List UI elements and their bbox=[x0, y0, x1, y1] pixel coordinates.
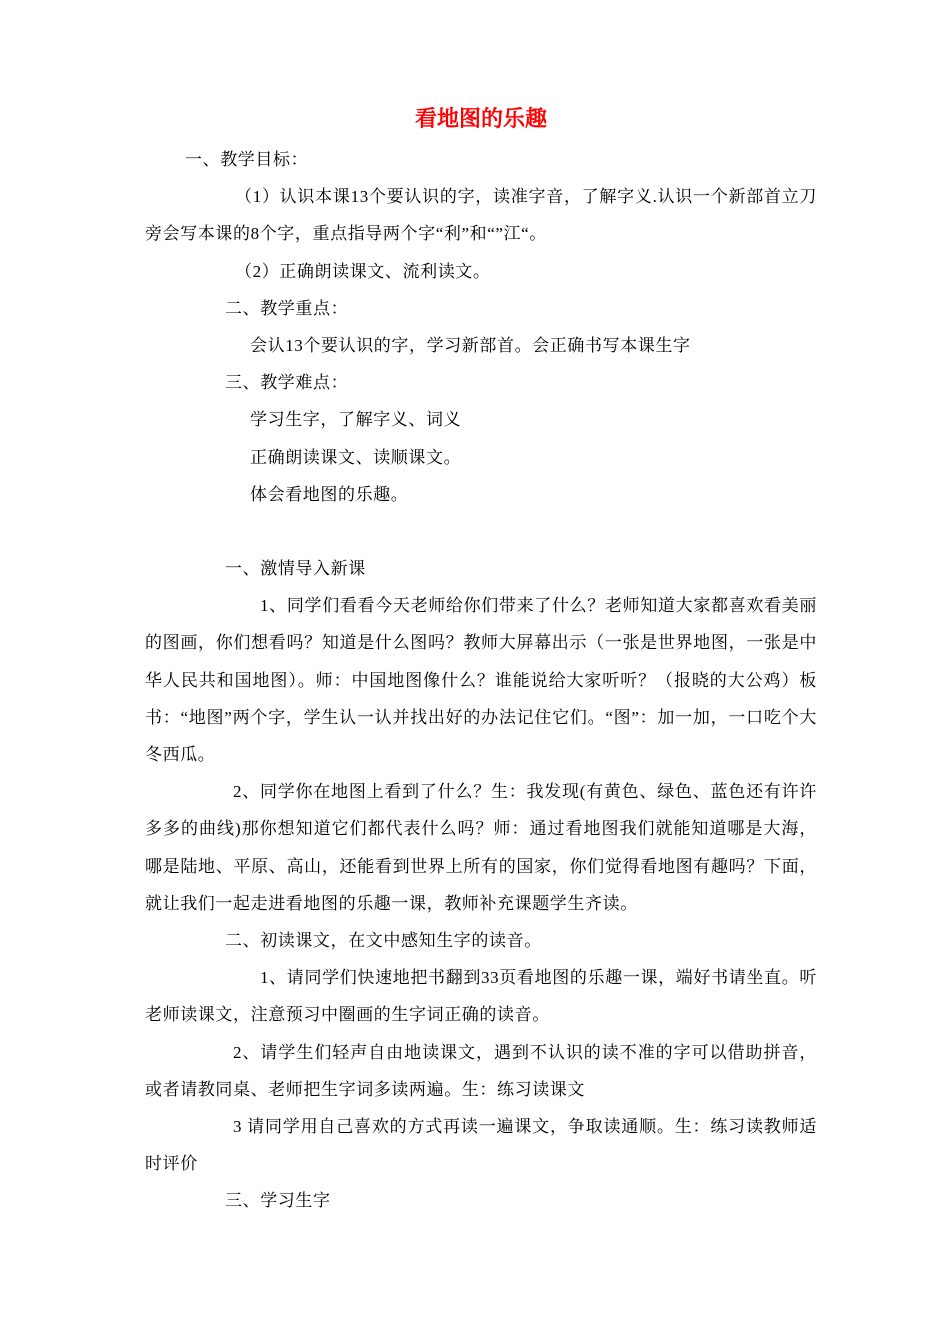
first-reading-heading: 二、初读课文，在文中感知生字的读音。 bbox=[225, 931, 542, 951]
objective-1: （1）认识本课13个要认识的字，读准字音，了解字义.认识一个新部首立刀旁会写本课的8个字，重点指导两个字“利”和“”江“。 bbox=[145, 187, 817, 244]
first-reading-step-1: 1、请同学们快速地把书翻到33页看地图的乐趣一课，端好书请坐直。听老师读课文，注意预习中圈画的生字词正确的读音。 bbox=[145, 968, 817, 1025]
difficulty-item-1: 学习生字，了解字义、词义 bbox=[250, 410, 462, 430]
teaching-objectives-heading: 一、教学目标： bbox=[185, 150, 309, 169]
first-reading-step-2: 2、请学生们轻声自由地读课文，遇到不认识的读不准的字可以借助拼音，或者请教同桌、老师把生字词多读两遍。生：练习读课文 bbox=[145, 1042, 817, 1099]
learn-characters-heading: 三、学习生字 bbox=[225, 1191, 331, 1211]
teaching-difficulty-heading: 三、教学难点： bbox=[225, 373, 349, 393]
difficulty-item-3: 体会看地图的乐趣。 bbox=[250, 484, 409, 504]
document-title: 看地图的乐趣 bbox=[414, 106, 547, 131]
objective-2: （2）正确朗读课文、流利读文。 bbox=[235, 261, 491, 281]
first-reading-step-3: 3 请同学用自己喜欢的方式再读一遍课文，争取读通顺。生：练习读教师适时评价 bbox=[145, 1117, 817, 1174]
lesson-intro-step-2: 2、同学你在地图上看到了什么？生：我发现(有黄色、绿色、蓝色还有许许多多的曲线)那你想知道它们都代表什么吗？师：通过看地图我们就能知道哪是大海，哪是陆地、平原、高山，还能看到世界上所有的国家，你们觉得看地图有趣吗？下面，就让我们一起走进看地图的乐趣一课，教师补充课题学生齐读。 bbox=[145, 782, 817, 913]
lesson-intro-step-1: 1、同学们看看今天老师给你们带来了什么？老师知道大家都喜欢看美丽的图画，你们想看吗？知道是什么图吗？教师大屏幕出示（一张是世界地图，一张是中华人民共和国地图）。师：中国地图像什么？谁能说给大家听听？（报晓的大公鸡）板书：“地图”两个字，学生认一认并找出好的办法记住它们。“图”：加一加，一口吃个大冬西瓜。 bbox=[145, 596, 817, 765]
blank-line-spacer bbox=[145, 513, 817, 550]
teaching-focus-heading: 二、教学重点： bbox=[225, 298, 349, 318]
teaching-focus-content: 会认13个要认识的字，学习新部首。会正确书写本课生字 bbox=[250, 336, 691, 356]
lesson-intro-heading: 一、激情导入新课 bbox=[225, 559, 366, 579]
difficulty-item-2: 正确朗读课文、读顺课文。 bbox=[250, 447, 462, 467]
